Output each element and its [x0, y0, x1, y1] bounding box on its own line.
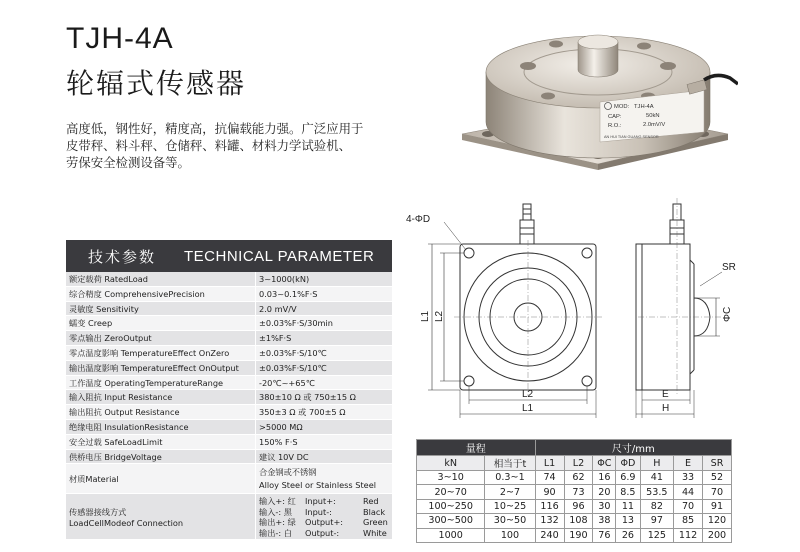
- description-line: 高度低，钢性好，精度高，抗偏载能力强。广泛应用于: [66, 121, 364, 136]
- table-cell: 3~10: [417, 471, 485, 485]
- wire-en: Input+:: [305, 496, 336, 507]
- table-cell: 11: [616, 499, 640, 513]
- spec-row: [66, 420, 392, 435]
- spec-row: [66, 376, 392, 391]
- wire-cn: 输入-: 黑: [259, 506, 292, 517]
- spec-value: ±1%F·S: [259, 333, 292, 344]
- wire-color: Green: [363, 517, 388, 528]
- column-header: 相当于t: [485, 456, 535, 471]
- table-cell: 30: [593, 499, 616, 513]
- column-header: H: [640, 456, 674, 471]
- dimension-table: [416, 439, 732, 543]
- spec-row: [66, 346, 392, 361]
- table-cell: 100: [485, 528, 535, 542]
- spec-rows: [66, 272, 392, 540]
- table-cell: 62: [564, 471, 593, 485]
- wiring-line: [259, 507, 392, 517]
- wire-cn: 输入+: 红: [259, 496, 296, 507]
- label-e: E: [662, 389, 669, 400]
- table-row: [417, 528, 732, 542]
- table-cell: 20~70: [417, 485, 485, 499]
- spec-row: [66, 272, 392, 287]
- dimension-column-header: [417, 456, 732, 471]
- spec-value: 2.0 mV/V: [259, 303, 297, 314]
- table-cell: 74: [535, 471, 564, 485]
- spec-value: ±0.03%F·S/10℃: [259, 347, 327, 358]
- spec-row: [66, 302, 392, 317]
- column-header: kN: [417, 456, 485, 471]
- spec-row: [66, 316, 392, 331]
- spec-key: 灵敏度 Sensitivity: [66, 302, 256, 316]
- table-cell: 8.5: [616, 485, 640, 499]
- spec-value: 0.03~0.1%F·S: [259, 288, 318, 299]
- spec-row: [66, 450, 392, 465]
- spec-value: 380±10 Ω 或 750±15 Ω: [259, 392, 356, 403]
- wiring-key-cn: 传感器接线方式: [69, 507, 127, 518]
- label-sr: SR: [722, 262, 736, 273]
- spec-value: [256, 464, 392, 493]
- dimension-drawing: [404, 190, 754, 430]
- table-cell: 97: [640, 514, 674, 528]
- table-cell: 6.9: [616, 471, 640, 485]
- table-cell: 0.3~1: [485, 471, 535, 485]
- table-cell: 85: [674, 514, 703, 528]
- label-cap-key: CAP:: [608, 114, 622, 120]
- dimension-group-header: [417, 440, 732, 456]
- spec-key: 工作温度 OperatingTemperatureRange: [66, 376, 256, 390]
- spec-key: 输出温度影响 TemperatureEffect OnOutput: [66, 361, 256, 375]
- label-ro-key: R.O.:: [608, 123, 622, 129]
- table-cell: 190: [564, 528, 593, 542]
- label-ro-value: 2.0mV/V: [643, 122, 666, 128]
- column-header: ΦD: [616, 456, 640, 471]
- table-cell: 120: [703, 514, 732, 528]
- product-description: [66, 120, 426, 171]
- table-row: [417, 471, 732, 485]
- spec-key: 输入阻抗 Input Resistance: [66, 390, 256, 404]
- table-cell: 300~500: [417, 514, 485, 528]
- table-cell: 33: [674, 471, 703, 485]
- product-photo: [448, 14, 738, 184]
- wiring-line: [259, 517, 392, 527]
- spec-row: [66, 390, 392, 405]
- label-maker: AN HUI TIAN GUANG SENSOR: [604, 135, 659, 139]
- spec-row: [66, 435, 392, 450]
- table-cell: 38: [593, 514, 616, 528]
- table-cell: 70: [703, 485, 732, 499]
- technical-parameter-header: [66, 240, 392, 272]
- label-holes: 4-ΦD: [406, 214, 431, 225]
- table-cell: 53.5: [640, 485, 674, 499]
- label-l2-vertical: L2: [434, 310, 445, 322]
- wire-color: Red: [363, 496, 379, 507]
- table-cell: 16: [593, 471, 616, 485]
- wire-cn: 输出+: 绿: [259, 517, 296, 528]
- table-cell: 90: [535, 485, 564, 499]
- wire-en: Output-:: [305, 527, 340, 538]
- table-cell: 240: [535, 528, 564, 542]
- table-row: [417, 499, 732, 513]
- table-cell: 1000: [417, 528, 485, 542]
- table-cell: 44: [674, 485, 703, 499]
- spec-row: [66, 287, 392, 302]
- spec-title-en: TECHNICAL PARAMETER: [184, 247, 375, 265]
- table-cell: 112: [674, 528, 703, 542]
- technical-parameter-table: [66, 240, 392, 540]
- spec-value: 建议 10V DC: [259, 451, 309, 462]
- spec-key: 材质Material: [66, 464, 256, 493]
- wiring-key-en: LoadCellModeof Connection: [69, 518, 184, 529]
- column-header: ΦC: [593, 456, 616, 471]
- table-row: [417, 514, 732, 528]
- product-title-model: TJH-4A: [66, 22, 174, 55]
- table-cell: 2~7: [485, 485, 535, 499]
- label-phic: ΦC: [722, 306, 733, 322]
- spec-key: 输出阻抗 Output Resistance: [66, 405, 256, 419]
- spec-value: -20℃~+65℃: [259, 377, 315, 388]
- spec-value: 3~1000(kN): [259, 274, 310, 284]
- spec-value: >5000 MΩ: [259, 421, 303, 432]
- label-l1-horizontal: L1: [522, 403, 534, 414]
- table-cell: 200: [703, 528, 732, 542]
- wire-color: White: [363, 527, 387, 538]
- wire-en: Input-:: [305, 506, 332, 517]
- table-cell: 70: [674, 499, 703, 513]
- spec-key: 零点输出 ZeroOutput: [66, 331, 256, 345]
- spec-key: 综合精度 ComprehensivePrecision: [66, 287, 256, 301]
- spec-key: 额定载荷 RatedLoad: [66, 272, 256, 286]
- wiring-list: [256, 494, 392, 539]
- table-cell: 108: [564, 514, 593, 528]
- table-cell: 26: [616, 528, 640, 542]
- wiring-line: [259, 528, 392, 538]
- label-model-key: MOD:: [614, 104, 630, 110]
- spec-key: 蠕变 Creep: [66, 316, 256, 330]
- spec-key: [66, 494, 256, 539]
- spec-key: 零点温度影响 TemperatureEffect OnZero: [66, 346, 256, 360]
- column-header: L1: [535, 456, 564, 471]
- table-cell: 13: [616, 514, 640, 528]
- wire-color: Black: [363, 506, 386, 517]
- header-size: 尺寸/mm: [535, 440, 731, 456]
- label-l1-vertical: L1: [420, 310, 431, 322]
- wiring-line: [259, 496, 392, 506]
- table-cell: 20: [593, 485, 616, 499]
- spec-row: [66, 331, 392, 346]
- table-cell: 82: [640, 499, 674, 513]
- table-cell: 96: [564, 499, 593, 513]
- table-cell: 10~25: [485, 499, 535, 513]
- table-cell: 132: [535, 514, 564, 528]
- table-cell: 76: [593, 528, 616, 542]
- spec-value: ±0.03%F·S/10℃: [259, 362, 327, 373]
- table-cell: 91: [703, 499, 732, 513]
- spec-value: ±0.03%F·S/30min: [259, 318, 333, 329]
- table-cell: 52: [703, 471, 732, 485]
- table-cell: 125: [640, 528, 674, 542]
- spec-key: 供桥电压 BridgeVoltage: [66, 450, 256, 464]
- column-header: E: [674, 456, 703, 471]
- wire-en: Output+:: [305, 517, 344, 528]
- spec-row-wiring: [66, 494, 392, 540]
- spec-value: 150% F·S: [259, 436, 298, 447]
- spec-row: [66, 405, 392, 420]
- description-line: 皮带秤、料斗秤、仓储秤、料罐、材料力学试验机、: [66, 138, 351, 153]
- spec-title-cn: 技术参数: [88, 247, 157, 266]
- header-range: 量程: [417, 440, 536, 456]
- spec-row: [66, 361, 392, 376]
- description-line: 劳保安全检测设备等。: [66, 155, 190, 170]
- column-header: L2: [564, 456, 593, 471]
- material-en: Alloy Steel or Stainless Steel: [259, 480, 377, 491]
- table-cell: 41: [640, 471, 674, 485]
- spec-value: 350±3 Ω 或 700±5 Ω: [259, 407, 346, 418]
- table-cell: 116: [535, 499, 564, 513]
- column-header: SR: [703, 456, 732, 471]
- label-l2-horizontal: L2: [522, 389, 534, 400]
- label-cap-value: 50kN: [646, 113, 660, 119]
- product-title-name: 轮辐式传感器: [66, 67, 247, 100]
- spec-key: 绝缘电阻 InsulationResistance: [66, 420, 256, 434]
- spec-key: 安全过载 SafeLoadLimit: [66, 435, 256, 449]
- wire-cn: 输出-: 白: [259, 527, 292, 538]
- table-cell: 100~250: [417, 499, 485, 513]
- table-cell: 30~50: [485, 514, 535, 528]
- label-model-value: TJH-4A: [634, 104, 654, 110]
- spec-row-material: [66, 464, 392, 494]
- table-row: [417, 485, 732, 499]
- table-cell: 73: [564, 485, 593, 499]
- material-cn: 合金钢或不锈钢: [259, 467, 317, 478]
- label-h: H: [662, 403, 670, 414]
